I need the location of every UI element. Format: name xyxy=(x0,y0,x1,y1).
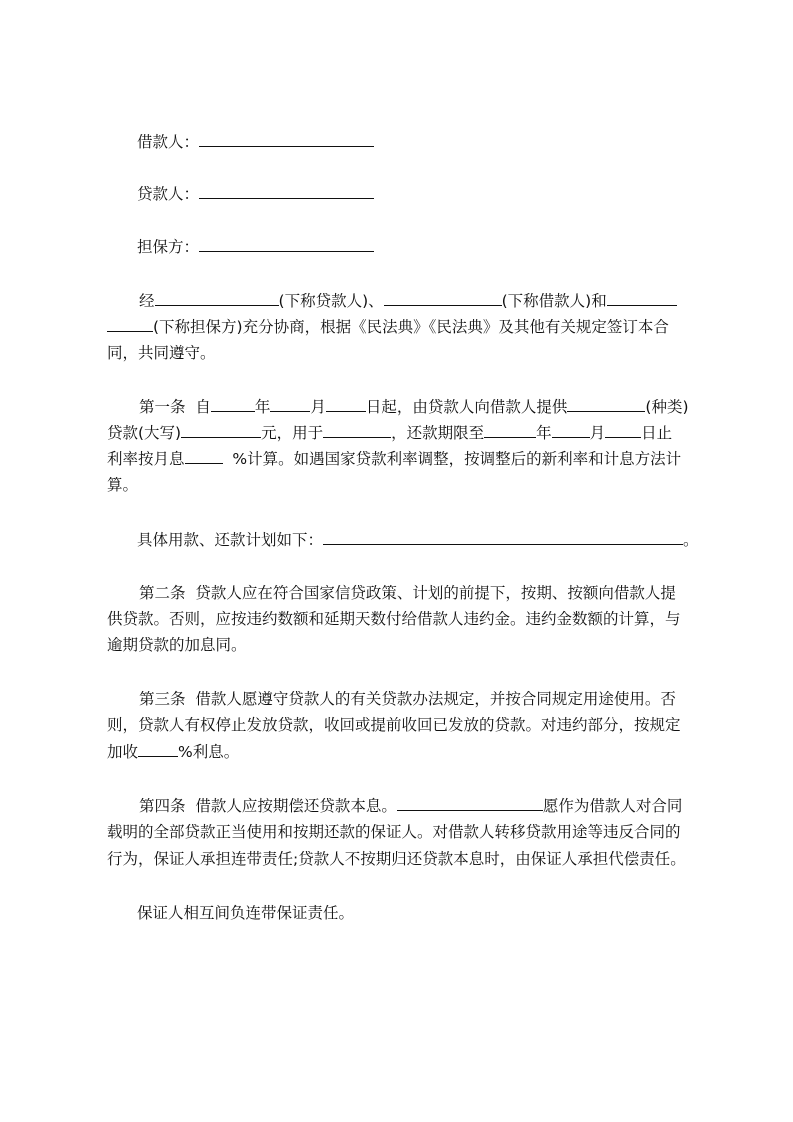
intro-guarantor-blank-cont xyxy=(107,317,153,332)
intro-text: (下称借款人)和 xyxy=(501,292,607,310)
intro-guarantor-blank xyxy=(607,291,677,306)
intro-line-1 xyxy=(139,291,734,311)
intro-text: (下称担保方)充分协商，根据《民法典》《民法典》及其他有关规定签订本合 xyxy=(153,318,669,336)
interest-rate-blank xyxy=(185,449,223,464)
plan-text: 具体用款、还款计划如下： xyxy=(137,531,324,549)
article4-line-3: 行为，保证人承担连带责任;贷款人不按期归还贷款本息时，由保证人承担代偿责任。 xyxy=(107,850,686,868)
article1-text: 年 xyxy=(254,398,271,416)
article1-text: 年 xyxy=(536,424,552,442)
article1-text: 元，用于 xyxy=(261,424,324,442)
article1-text: 月 xyxy=(589,424,606,442)
borrower-line xyxy=(137,132,732,152)
article3-line-3 xyxy=(107,742,702,762)
loan-type-blank xyxy=(567,397,645,412)
article2-line-2: 供贷款。否则，应按违约数额和延期天数付给借款人违约金。违约金数额的计算，与 xyxy=(107,610,681,628)
amount-blank xyxy=(181,423,261,438)
article1-line-1 xyxy=(139,397,734,417)
article3-text: 加收 xyxy=(107,743,139,761)
article1-text: ，还款期限至 xyxy=(391,424,485,442)
article1-text: 日止 xyxy=(641,424,673,442)
article1-text: 贷款(大写) xyxy=(107,424,182,442)
article3-text: %利息。 xyxy=(178,743,240,761)
penalty-rate-blank xyxy=(138,742,178,757)
borrower-blank xyxy=(199,132,374,147)
lender-label: 贷款人： xyxy=(137,185,200,203)
start-year-blank xyxy=(211,397,255,412)
article1-text: 日起，由贷款人向借款人提供 xyxy=(365,398,568,416)
intro-text: 经 xyxy=(139,292,155,310)
article4-text: 第四条 借款人应按期偿还贷款本息。 xyxy=(139,797,397,815)
article1-text: %计算。如遇国家贷款利率调整，按调整后的新利率和计息方法计 xyxy=(222,450,682,468)
guarantor-name-blank xyxy=(397,796,543,811)
article2-line-1: 第二条 贷款人应在符合国家信贷政策、计划的前提下，按期、按额向借款人提 xyxy=(139,584,676,602)
end-year-blank xyxy=(484,423,536,438)
article2-line-3: 逾期贷款的加息同。 xyxy=(107,636,247,654)
article4-line-1 xyxy=(139,796,734,816)
intro-line-2 xyxy=(107,317,702,337)
article1-text: 利率按月息 xyxy=(107,450,185,468)
plan-text: 。 xyxy=(683,531,699,549)
article1-line-2 xyxy=(107,423,702,443)
start-day-blank xyxy=(326,397,366,412)
article4-text: 愿作为借款人对合同 xyxy=(542,797,683,815)
lender-line xyxy=(137,184,732,204)
article3-line-2: 则，贷款人有权停止发放贷款，收回或提前收回已发放的贷款。对违约部分，按规定 xyxy=(107,716,681,734)
start-month-blank xyxy=(270,397,310,412)
article1-line-4: 算。 xyxy=(107,476,139,494)
closing-line: 保证人相互间负连带保证责任。 xyxy=(137,904,355,922)
intro-text: (下称贷款人)、 xyxy=(278,292,384,310)
intro-line-3: 同，共同遵守。 xyxy=(107,344,216,362)
intro-lender-blank xyxy=(155,291,279,306)
article4-line-2: 载明的全部贷款正当使用和按期还款的保证人。对借款人转移贷款用途等违反合同的 xyxy=(107,823,681,841)
purpose-blank xyxy=(323,423,391,438)
article1-text: 月 xyxy=(310,398,326,416)
plan-blank xyxy=(323,530,683,545)
article1-text: (种类) xyxy=(645,398,689,416)
end-month-blank xyxy=(552,423,590,438)
guarantor-blank xyxy=(199,237,374,252)
plan-line xyxy=(137,530,732,550)
article1-text: 第一条 自 xyxy=(139,398,211,416)
end-day-blank xyxy=(605,423,641,438)
intro-borrower-blank xyxy=(384,291,502,306)
guarantor-line xyxy=(137,237,732,257)
article1-line-3 xyxy=(107,449,702,469)
article3-line-1: 第三条 借款人愿遵守贷款人的有关贷款办法规定，并按合同规定用途使用。否 xyxy=(139,690,676,708)
guarantor-label: 担保方： xyxy=(137,238,200,256)
borrower-label: 借款人： xyxy=(137,133,200,151)
lender-blank xyxy=(199,184,374,199)
